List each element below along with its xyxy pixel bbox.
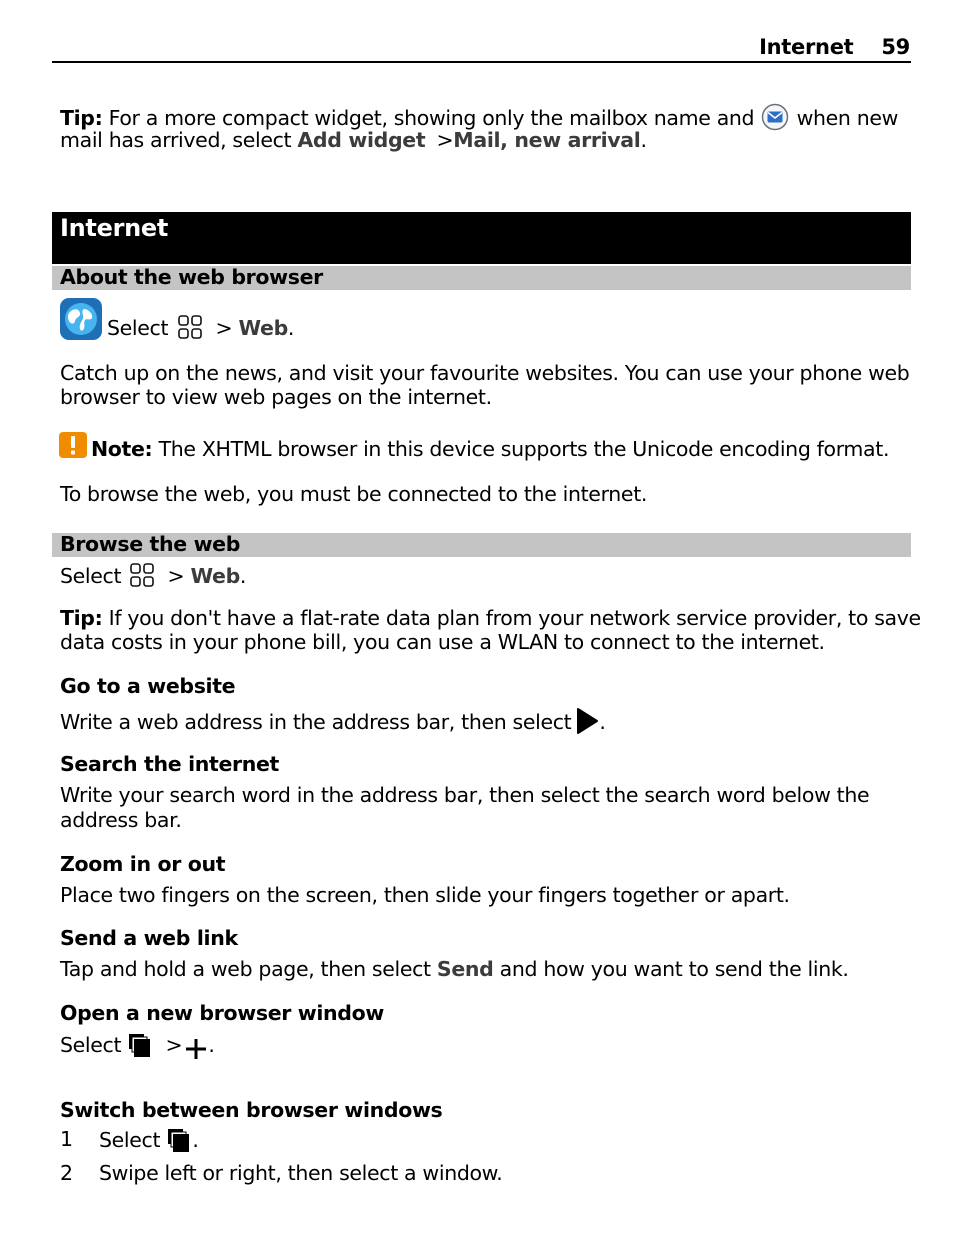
about-select-line: [107, 314, 294, 346]
browser-windows-icon: [127, 1032, 153, 1066]
heading-send-link: Send a web link: [60, 926, 238, 950]
search-text-line-2: address bar.: [60, 808, 182, 832]
step-number: 1: [60, 1127, 73, 1151]
heading-search-internet: Search the internet: [60, 752, 280, 776]
menu-grid-icon: [177, 314, 203, 346]
menu-separator: >: [167, 564, 185, 588]
punctuation: .: [239, 564, 247, 588]
about-paragraph-line-2: browser to view web pages on the internet.: [60, 385, 492, 409]
section-title-about: About the web browser: [60, 265, 323, 289]
menu-separator: >: [165, 1033, 183, 1057]
tip-text: For a more compact widget, showing only the mailbox name and: [108, 106, 755, 130]
menu-separator: >: [215, 316, 233, 340]
menu-grid-icon: [129, 562, 155, 594]
web-command: Web: [190, 564, 240, 588]
warning-exclamation-icon: [59, 432, 87, 462]
wlan-tip-line-1: [60, 606, 921, 631]
select-word: Select: [60, 1033, 122, 1057]
plus-icon: [184, 1037, 208, 1067]
mail-envelope-icon: [760, 103, 790, 137]
section-bar-about: [52, 266, 911, 290]
go-arrow-icon: [575, 707, 599, 741]
send-command: Send: [436, 957, 494, 981]
note-text: The XHTML browser in this device supports the Unicode encoding format.: [158, 437, 890, 461]
chapter-title-bar: [52, 212, 911, 264]
tip-text: If you don't have a flat-rate data plan from your network service provider, to save: [108, 606, 921, 630]
about-paragraph-line-1: Catch up on the news, and visit your favourite websites. You can use your phone web: [60, 361, 910, 385]
header-section-title: Internet: [759, 35, 854, 59]
note-line: [91, 437, 889, 462]
tip-widget-line-2: [60, 128, 647, 153]
select-word: Select: [60, 564, 122, 588]
heading-switch-windows: Switch between browser windows: [60, 1098, 443, 1122]
step-number: 2: [60, 1161, 73, 1185]
punctuation: .: [192, 1128, 199, 1152]
go-to-website-text: [60, 707, 606, 741]
instruction-text: Tap and hold a web page, then select: [60, 957, 431, 981]
section-title-browse: Browse the web: [60, 532, 241, 556]
web-command: Web: [238, 316, 288, 340]
browser-windows-icon: [166, 1127, 192, 1161]
open-window-text: [60, 1032, 215, 1067]
select-word: Select: [107, 316, 169, 340]
header-rule: [52, 61, 911, 63]
instruction-text: Write a web address in the address bar, then select: [60, 710, 572, 734]
mail-new-arrival-command: Mail, new arrival: [453, 128, 641, 152]
punctuation: .: [287, 316, 295, 340]
step-text: [99, 1127, 199, 1161]
add-widget-command: Add widget: [297, 128, 426, 152]
select-word: Select: [99, 1128, 161, 1152]
section-bar-browse: [52, 533, 911, 557]
step-1: [60, 1127, 199, 1152]
heading-zoom: Zoom in or out: [60, 852, 226, 876]
page-number: 59: [881, 35, 910, 59]
connection-requirement: To browse the web, you must be connected to the internet.: [60, 482, 648, 506]
note-label: Note:: [91, 437, 153, 461]
tip-text-cont: when new: [796, 106, 899, 130]
punctuation: .: [599, 710, 606, 734]
punctuation: .: [640, 128, 647, 152]
tip-text-select: mail has arrived, select: [60, 128, 292, 152]
zoom-text: Place two fingers on the screen, then slide your fingers together or apart.: [60, 883, 790, 907]
web-browser-globe-icon: [59, 297, 103, 345]
chapter-title: Internet: [60, 214, 169, 242]
heading-go-to-website: Go to a website: [60, 674, 236, 698]
browse-select-line: [60, 562, 246, 594]
running-header: [759, 35, 910, 59]
instruction-text-cont: and how you want to send the link.: [499, 957, 849, 981]
punctuation: .: [208, 1033, 215, 1057]
step-text: Swipe left or right, then select a window.: [99, 1161, 503, 1185]
step-2: [60, 1161, 503, 1186]
send-link-text: [60, 957, 849, 982]
search-text-line-1: Write your search word in the address bar, then select the search word below the: [60, 783, 870, 807]
tip-label: Tip:: [60, 606, 103, 630]
wlan-tip-line-2: data costs in your phone bill, you can use a WLAN to connect to the internet.: [60, 630, 825, 654]
heading-open-window: Open a new browser window: [60, 1001, 384, 1025]
menu-separator: >: [436, 128, 454, 152]
tip-label: Tip:: [60, 106, 103, 130]
